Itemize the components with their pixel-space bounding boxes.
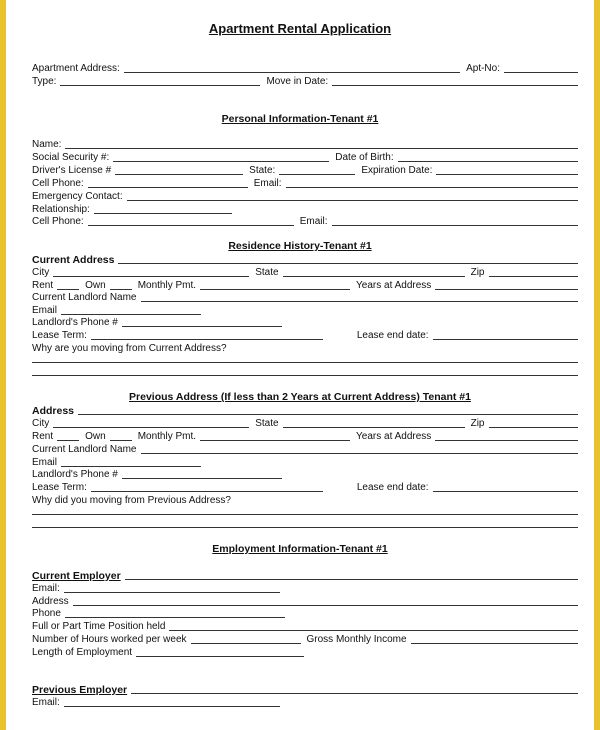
monthly-field[interactable]	[200, 289, 350, 290]
landlord-row	[32, 291, 578, 304]
length-field[interactable]	[136, 656, 304, 657]
ssn-label: Social Security #:	[32, 152, 110, 163]
hours-field[interactable]	[191, 643, 301, 644]
prev-landlord-row	[32, 443, 578, 456]
prev-why-answer-line-1[interactable]	[32, 514, 578, 515]
ssn-row	[32, 151, 578, 164]
rent-label: Rent	[32, 280, 54, 291]
why-answer-line-1[interactable]	[32, 362, 578, 363]
prev-years-label: Years at Address	[356, 431, 432, 442]
prev-monthly-field[interactable]	[200, 440, 350, 441]
ssn-field[interactable]	[113, 161, 329, 162]
move-in-date-label: Move in Date:	[266, 76, 329, 87]
own-field[interactable]	[110, 289, 132, 290]
move-in-date-field[interactable]	[332, 85, 578, 86]
prev-emp-email-label: Email:	[32, 697, 60, 708]
state-label: State:	[249, 165, 276, 176]
apartment-address-row	[32, 62, 578, 75]
emp-address-label: Address	[32, 596, 69, 607]
email-2-field[interactable]	[332, 225, 579, 226]
relationship-label: Relationship:	[32, 204, 90, 215]
res-email-label: Email	[32, 305, 58, 316]
hours-row	[32, 633, 578, 646]
license-label: Driver's License #	[32, 165, 112, 176]
emp-phone-row	[32, 607, 578, 620]
emp-address-field[interactable]	[73, 605, 578, 606]
position-row	[32, 620, 578, 633]
emp-phone-field[interactable]	[65, 617, 285, 618]
prev-why-label: Why did you moving from Previous Address?	[32, 495, 231, 506]
cell-phone-field[interactable]	[88, 187, 248, 188]
current-address-label: Current Address	[32, 254, 115, 266]
landlord-label: Current Landlord Name	[32, 292, 137, 303]
position-field[interactable]	[169, 630, 578, 631]
previous-employer-field[interactable]	[131, 693, 578, 694]
cell-phone-2-row	[32, 215, 578, 228]
cell-phone-2-label: Cell Phone:	[32, 216, 84, 227]
emergency-field[interactable]	[127, 200, 578, 201]
current-employer-row	[32, 569, 578, 582]
email-field[interactable]	[286, 187, 579, 188]
application-form-page	[6, 0, 594, 730]
type-field[interactable]	[60, 85, 260, 86]
years-label: Years at Address	[356, 280, 432, 291]
cell-phone-2-field[interactable]	[88, 225, 294, 226]
prev-city-label: City	[32, 418, 50, 429]
email-2-label: Email:	[299, 216, 328, 227]
emp-email-field[interactable]	[64, 592, 280, 593]
lease-term-label: Lease Term:	[32, 330, 87, 341]
prev-rent-row	[32, 430, 578, 443]
prev-landlord-phone-field[interactable]	[122, 478, 282, 479]
prev-zip-label: Zip	[470, 418, 485, 429]
prev-rent-field[interactable]	[57, 440, 79, 441]
prev-landlord-field[interactable]	[141, 453, 579, 454]
email-label: Email:	[253, 178, 282, 189]
prev-lease-row	[32, 481, 578, 494]
previous-address-heading: Previous Address (If less than 2 Years at Current Address) Tenant #1	[129, 391, 471, 403]
prev-why-row	[32, 494, 578, 507]
prev-city-row	[32, 417, 578, 430]
prev-rent-label: Rent	[32, 431, 54, 442]
prev-monthly-label: Monthly Pmt.	[137, 431, 197, 442]
state-field[interactable]	[279, 174, 355, 175]
emergency-row	[32, 190, 578, 203]
years-field[interactable]	[435, 289, 578, 290]
prev-why-answer-line-2[interactable]	[32, 527, 578, 528]
city-label: City	[32, 267, 50, 278]
landlord-phone-label: Landlord's Phone #	[32, 317, 118, 328]
prev-lease-term-field[interactable]	[91, 491, 323, 492]
landlord-field[interactable]	[141, 301, 579, 302]
dob-label: Date of Birth:	[335, 152, 394, 163]
prev-emp-email-row	[32, 696, 578, 709]
hours-label: Number of Hours worked per week	[32, 634, 187, 645]
expiration-field[interactable]	[436, 174, 578, 175]
prev-lease-end-field[interactable]	[433, 491, 578, 492]
name-field[interactable]	[65, 148, 578, 149]
prev-landlord-phone-label: Landlord's Phone #	[32, 469, 118, 480]
prev-years-field[interactable]	[435, 440, 578, 441]
prev-address-label: Address	[32, 405, 75, 417]
type-row	[32, 75, 578, 88]
position-label: Full or Part Time Position held	[32, 621, 166, 632]
own-label: Own	[85, 280, 106, 291]
rent-field[interactable]	[57, 289, 79, 290]
emp-email-label: Email:	[32, 583, 60, 594]
emp-phone-label: Phone	[32, 608, 61, 619]
prev-lease-term-label: Lease Term:	[32, 482, 87, 493]
prev-own-label: Own	[85, 431, 106, 442]
residence-history-heading: Residence History-Tenant #1	[228, 240, 372, 252]
prev-state-field[interactable]	[283, 427, 465, 428]
emp-email-row	[32, 582, 578, 595]
current-address-row	[32, 253, 578, 266]
prev-email-field[interactable]	[61, 466, 201, 467]
landlord-phone-row	[32, 316, 578, 329]
previous-employer-row	[32, 683, 578, 696]
gross-label: Gross Monthly Income	[306, 634, 407, 645]
emergency-label: Emergency Contact:	[32, 191, 123, 202]
current-employer-label: Current Employer	[32, 570, 121, 582]
why-row	[32, 342, 578, 355]
name-label: Name:	[32, 139, 62, 150]
city-row	[32, 266, 578, 279]
lease-term-field[interactable]	[91, 339, 323, 340]
prev-emp-email-field[interactable]	[64, 706, 280, 707]
landlord-phone-field[interactable]	[122, 326, 282, 327]
city-field[interactable]	[53, 276, 249, 277]
prev-address-row	[32, 404, 578, 417]
dob-field[interactable]	[398, 161, 578, 162]
prev-email-label: Email	[32, 457, 58, 468]
current-address-field[interactable]	[118, 263, 578, 264]
cell-phone-label: Cell Phone:	[32, 178, 84, 189]
prev-own-field[interactable]	[110, 440, 132, 441]
why-answer-line-2[interactable]	[32, 375, 578, 376]
prev-landlord-phone-row	[32, 468, 578, 481]
lease-end-field[interactable]	[433, 339, 578, 340]
expiration-label: Expiration Date:	[361, 165, 433, 176]
form-title: Apartment Rental Application	[208, 21, 392, 36]
length-row	[32, 646, 578, 659]
length-label: Length of Employment	[32, 647, 133, 658]
prev-lease-end-label: Lease end date:	[356, 482, 429, 493]
lease-row	[32, 329, 578, 342]
license-field[interactable]	[115, 174, 243, 175]
why-label: Why are you moving from Current Address?	[32, 343, 227, 354]
zip-label: Zip	[470, 267, 485, 278]
zip-field[interactable]	[489, 276, 579, 277]
current-employer-field[interactable]	[125, 579, 578, 580]
relationship-field[interactable]	[94, 213, 232, 214]
prev-state-label: State	[255, 418, 279, 429]
name-row	[32, 138, 578, 151]
personal-info-heading: Personal Information-Tenant #1	[221, 113, 379, 125]
apartment-address-label: Apartment Address:	[32, 63, 120, 74]
type-label: Type:	[32, 76, 57, 87]
cell-phone-row	[32, 177, 578, 190]
res-state-field[interactable]	[283, 276, 465, 277]
gross-field[interactable]	[411, 643, 578, 644]
apt-no-label: Apt-No:	[466, 63, 500, 74]
monthly-label: Monthly Pmt.	[137, 280, 197, 291]
license-row	[32, 164, 578, 177]
res-email-field[interactable]	[61, 314, 201, 315]
previous-employer-label: Previous Employer	[32, 684, 128, 696]
lease-end-label: Lease end date:	[356, 330, 429, 341]
apartment-address-field[interactable]	[124, 72, 460, 73]
prev-address-field[interactable]	[78, 414, 578, 415]
prev-city-field[interactable]	[53, 427, 249, 428]
prev-zip-field[interactable]	[489, 427, 579, 428]
prev-landlord-label: Current Landlord Name	[32, 444, 137, 455]
apt-no-field[interactable]	[504, 72, 578, 73]
employment-heading: Employment Information-Tenant #1	[212, 543, 388, 555]
res-state-label: State	[255, 267, 279, 278]
